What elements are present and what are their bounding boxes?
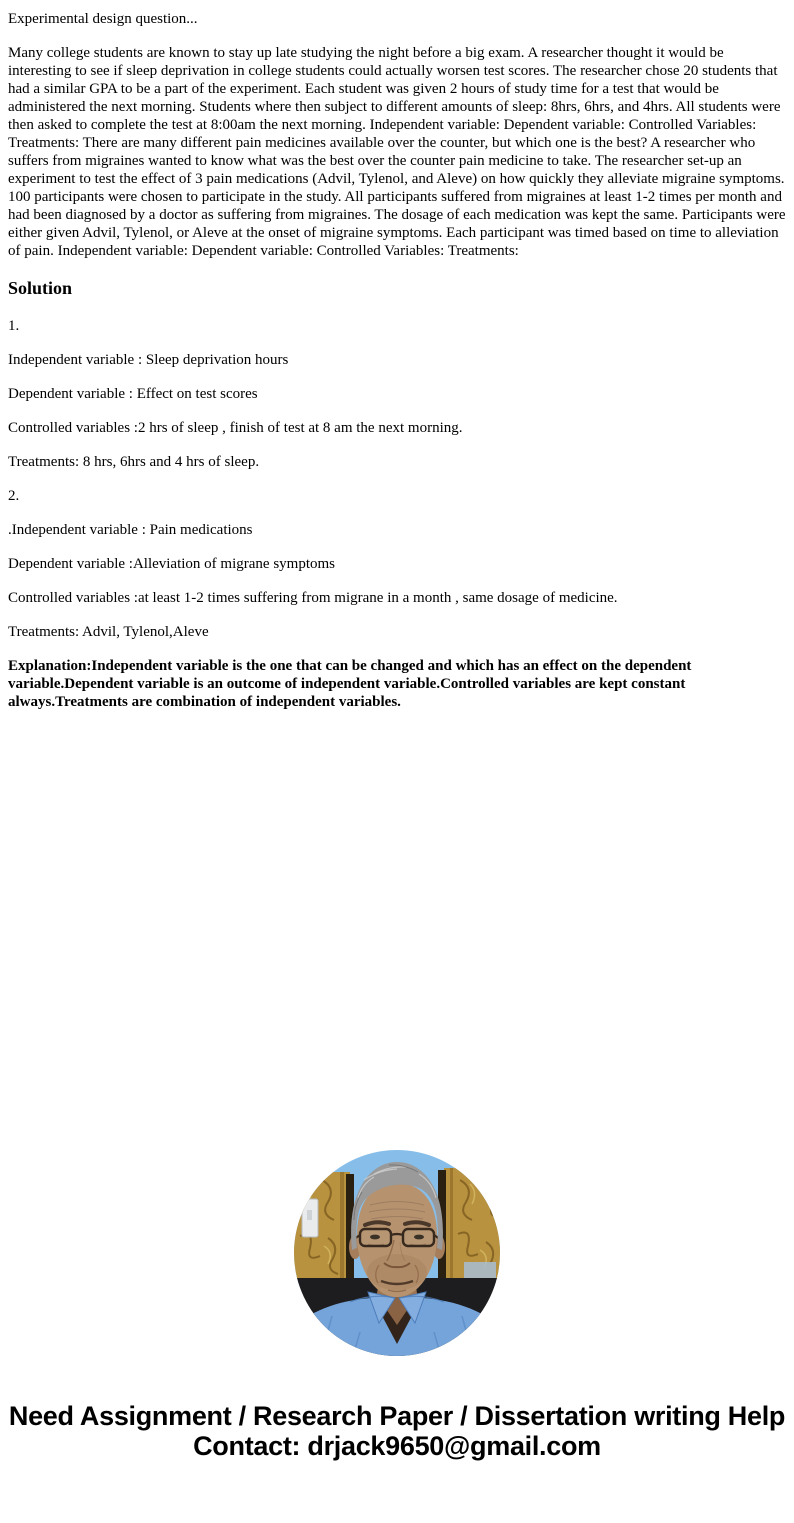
solution-controlled-variables-2: Controlled variables :at least 1-2 times suffering from migrane in a month , same dosage of medicine. <box>8 590 618 606</box>
solution-heading: Solution <box>8 278 73 298</box>
footer-contact-text: Contact: drjack9650@gmail.com <box>193 1431 601 1461</box>
tutor-avatar <box>294 1150 500 1356</box>
explanation-paragraph: Explanation:Independent variable is the one that can be changed and which has an effect on the dependent variable.Dependent variable is an outcome of independent variable.Controlled variables are kept constant always.Treatments are combination of independent variables. <box>8 658 692 710</box>
solution-treatments-2: Treatments: Advil, Tylenol,Aleve <box>8 624 209 640</box>
solution-item-number-2: 2. <box>8 488 20 504</box>
solution-item-number-1: 1. <box>8 318 20 334</box>
tutor-photo-illustration <box>294 1150 500 1356</box>
solution-dependent-variable-2: Dependent variable :Alleviation of migrane symptoms <box>8 556 335 572</box>
avatar-switch-plate <box>302 1199 318 1237</box>
solution-independent-variable-2: .Independent variable : Pain medications <box>8 522 253 538</box>
footer-banner <box>0 1401 794 1461</box>
solution-independent-variable-1: Independent variable : Sleep deprivation hours <box>8 352 289 368</box>
solution-treatments-1: Treatments: 8 hrs, 6hrs and 4 hrs of sleep. <box>8 454 260 470</box>
document-body <box>0 0 794 711</box>
solution-dependent-variable-1: Dependent variable : Effect on test scores <box>8 386 258 402</box>
question-paragraph: Many college students are known to stay up late studying the night before a big exam. A researcher thought it would be interesting to see if sleep deprivation in college students could actually worsen test scores. The researcher chose 20 students that had a similar GPA to be a part of the experiment. Each student was given 2 hours of study time for a test that would be administered the next morning. Students where then subject to different amounts of sleep: 8hrs, 6hrs, and 4hrs. All students were then asked to complete the test at 8:00am the next morning. Independent variable: Dependent variable: Controlled Variables: Treatments: There are many different pain medicines available over the counter, but which one is the best? A researcher who suffers from migraines wanted to know what was the best over the counter pain medicine to take. The researcher set-up an experiment to test the effect of 3 pain medications (Advil, Tylenol, and Aleve) on how quickly they alleviate migraine symptoms. 100 participants were chosen to participate in the study. All participants suffered from migraines at least 1-2 times per month and had been diagnosed by a doctor as suffering from migraines. The dosage of each medication was kept the same. Participants were either given Advil, Tylenol, or Aleve at the onset of migraine symptoms. Each participant was timed based on time to alleviation of pain. Independent variable: Dependent variable: Controlled Variables: Treatments: <box>8 45 786 259</box>
solution-controlled-variables-1: Controlled variables :2 hrs of sleep , finish of test at 8 am the next morning. <box>8 420 463 436</box>
page-title: Experimental design question... <box>8 11 198 27</box>
footer-help-text: Need Assignment / Research Paper / Dissertation writing Help <box>8 1401 786 1431</box>
